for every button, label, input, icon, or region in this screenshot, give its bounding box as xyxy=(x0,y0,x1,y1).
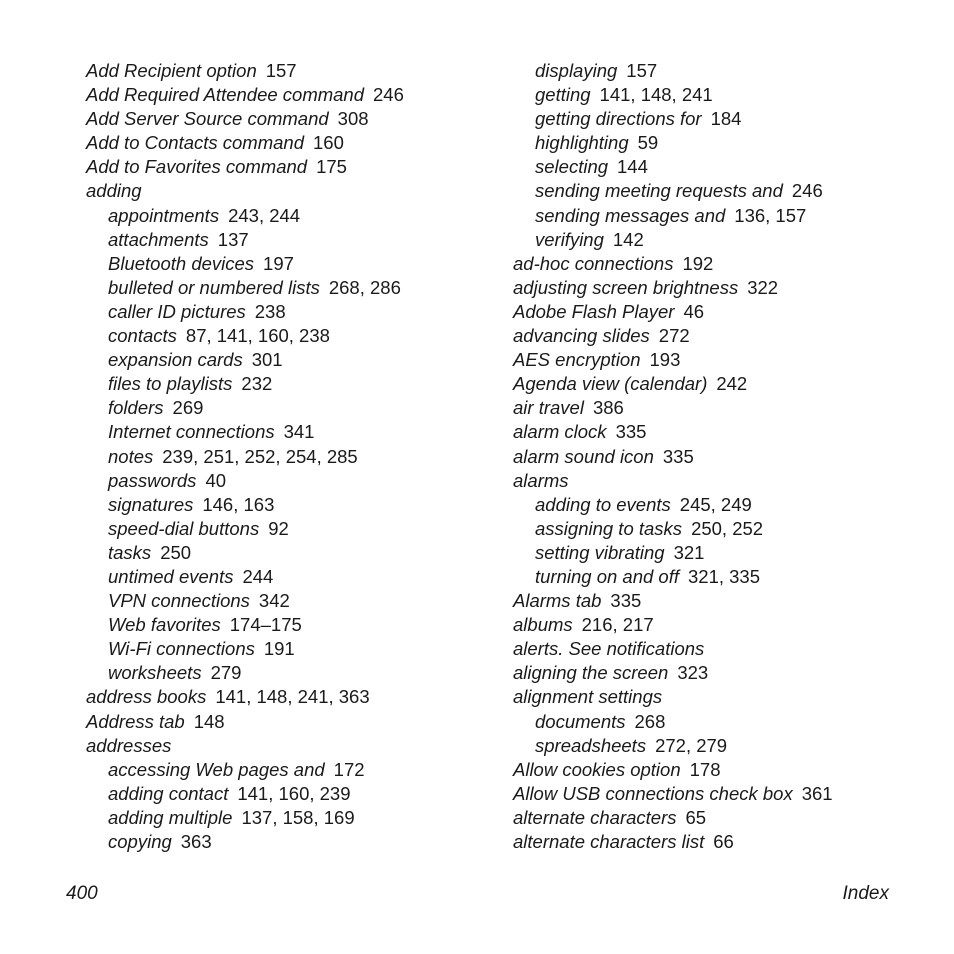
index-term: advancing slides xyxy=(513,325,650,347)
index-page-refs: 157 xyxy=(626,60,658,81)
index-subentry xyxy=(513,83,933,107)
index-term: attachments xyxy=(108,228,209,250)
index-term: ad-hoc connections xyxy=(513,252,674,274)
index-term: folders xyxy=(108,397,164,419)
index-term: assigning to tasks xyxy=(535,517,683,539)
index-term: air travel xyxy=(513,397,584,419)
index-term: untimed events xyxy=(108,565,234,587)
index-page-refs: 172 xyxy=(333,758,365,780)
index-page-refs: 66 xyxy=(713,831,734,852)
index-page-refs: 191 xyxy=(263,638,295,660)
index-term: expansion cards xyxy=(108,349,243,371)
index-term: bulleted or numbered lists xyxy=(108,276,320,298)
index-term: addresses xyxy=(86,734,172,756)
index-page-refs: 321 xyxy=(673,541,705,563)
index-entry xyxy=(513,396,933,420)
page-number: 400 xyxy=(66,883,98,904)
index-term: notes xyxy=(108,445,154,467)
index-entry xyxy=(86,179,496,203)
index-term: Web favorites xyxy=(108,614,221,636)
section-title: Index xyxy=(842,883,889,904)
index-page-refs: 137, 158, 169 xyxy=(241,806,355,828)
index-entry xyxy=(86,685,496,709)
index-page-refs: 65 xyxy=(685,806,707,828)
index-term: sending meeting requests and xyxy=(535,180,783,202)
index-page-refs: 174–175 xyxy=(229,614,302,636)
index-entry xyxy=(513,252,933,276)
index-subentry xyxy=(86,228,496,252)
index-term: alarms xyxy=(513,469,569,491)
index-term: speed-dial buttons xyxy=(108,517,260,539)
index-entry xyxy=(513,758,933,782)
index-term: caller ID pictures xyxy=(108,300,246,322)
index-term: Agenda view (calendar) xyxy=(513,373,708,395)
index-term: alarm sound icon xyxy=(513,445,654,467)
index-column-right xyxy=(513,59,933,854)
index-term: adding xyxy=(86,180,142,202)
index-term: turning on and off xyxy=(535,565,679,587)
index-subentry xyxy=(86,830,496,854)
index-term: address books xyxy=(86,686,207,708)
index-page-refs: 272 xyxy=(658,325,690,347)
index-subentry xyxy=(86,204,496,228)
index-subentry xyxy=(513,179,933,203)
index-subentry xyxy=(86,348,496,372)
index-page-refs: 341 xyxy=(283,421,315,443)
index-term: Add Required Attendee command xyxy=(86,84,365,106)
index-term: Internet connections xyxy=(108,421,275,443)
index-subentry xyxy=(513,107,933,131)
index-page-refs: 141, 160, 239 xyxy=(237,782,351,804)
index-entry xyxy=(513,637,933,661)
index-term: Address tab xyxy=(86,710,185,732)
index-page-refs: 175 xyxy=(316,156,347,178)
index-page-refs: 272, 279 xyxy=(655,734,728,756)
index-page-refs: 40 xyxy=(205,469,227,491)
index-page-refs: 361 xyxy=(801,782,833,804)
index-term: alignment settings xyxy=(513,686,663,708)
index-subentry xyxy=(86,565,496,589)
index-subentry xyxy=(513,541,933,565)
index-page-refs: 136, 157 xyxy=(734,204,807,226)
index-page-refs: 243, 244 xyxy=(228,204,301,226)
index-page-refs: 279 xyxy=(210,662,242,684)
index-entry xyxy=(513,806,933,830)
index-term: adding contact xyxy=(108,782,229,804)
index-subentry xyxy=(86,758,496,782)
index-page-refs: 141, 148, 241, 363 xyxy=(215,686,370,708)
index-term: spreadsheets xyxy=(535,734,647,756)
index-term: highlighting xyxy=(535,132,629,154)
index-term: getting directions for xyxy=(535,108,702,130)
index-term: alternate characters xyxy=(513,806,677,828)
index-entry xyxy=(86,155,496,179)
index-entry xyxy=(513,276,933,300)
index-subentry xyxy=(86,300,496,324)
index-page-refs: 192 xyxy=(682,252,714,274)
index-entry xyxy=(513,300,933,324)
index-subentry xyxy=(86,396,496,420)
index-subentry xyxy=(86,469,496,493)
index-term: Bluetooth devices xyxy=(108,252,255,274)
index-term: setting vibrating xyxy=(535,541,665,563)
index-page-refs: 141, 148, 241 xyxy=(599,84,713,106)
index-term: documents xyxy=(535,710,626,732)
index-term: Adobe Flash Player xyxy=(513,300,675,322)
index-subentry xyxy=(513,204,933,228)
index-subentry xyxy=(513,565,933,589)
index-subentry xyxy=(86,661,496,685)
index-page-refs: 245, 249 xyxy=(679,493,752,515)
index-page-refs: 59 xyxy=(637,132,659,154)
index-page-refs: 335 xyxy=(610,590,642,612)
index-subentry xyxy=(513,517,933,541)
index-term: alarm clock xyxy=(513,421,607,443)
index-entry xyxy=(513,348,933,372)
index-page-refs: 142 xyxy=(612,228,644,250)
index-page-refs: 184 xyxy=(710,108,742,130)
index-page-refs: 46 xyxy=(683,300,705,322)
index-term: VPN connections xyxy=(108,590,250,612)
index-entry xyxy=(513,661,933,685)
index-entry xyxy=(513,324,933,348)
index-term: displaying xyxy=(535,60,618,81)
index-term: adding multiple xyxy=(108,806,233,828)
index-term: files to playlists xyxy=(108,373,233,395)
index-page-refs: 250 xyxy=(160,541,192,563)
index-page-refs: 146, 163 xyxy=(202,493,275,515)
index-page-refs: 238 xyxy=(254,300,286,322)
index-page-refs: 335 xyxy=(662,445,694,467)
index-page-refs: 342 xyxy=(258,590,290,612)
index-term: AES encryption xyxy=(513,349,641,371)
index-term: Alarms tab xyxy=(513,590,602,612)
index-term: verifying xyxy=(535,228,604,250)
index-page-refs: 322 xyxy=(747,276,779,298)
index-subentry xyxy=(86,782,496,806)
index-page-refs: 216, 217 xyxy=(581,614,654,636)
index-page-refs: 363 xyxy=(180,831,212,852)
index-page-refs: 301 xyxy=(251,349,283,371)
index-page-refs: 92 xyxy=(268,517,289,539)
index-page-refs: 321, 335 xyxy=(688,565,761,587)
index-subentry xyxy=(86,324,496,348)
index-subentry xyxy=(513,59,933,83)
index-entry xyxy=(513,445,933,469)
index-term: signatures xyxy=(108,493,194,515)
index-subentry xyxy=(86,252,496,276)
index-subentry xyxy=(513,710,933,734)
index-subentry xyxy=(86,420,496,444)
index-term: albums xyxy=(513,614,573,636)
index-page-refs: 335 xyxy=(615,421,647,443)
index-page-refs: 232 xyxy=(241,373,273,395)
index-entry xyxy=(86,83,496,107)
index-entry xyxy=(513,372,933,396)
index-subentry xyxy=(86,806,496,830)
index-term: Add Server Source command xyxy=(86,108,329,130)
index-subentry xyxy=(86,541,496,565)
index-entry xyxy=(86,107,496,131)
index-page-refs: 157 xyxy=(265,60,297,81)
index-entry xyxy=(513,830,933,854)
index-subentry xyxy=(86,589,496,613)
index-term: getting xyxy=(535,84,591,106)
index-term: Wi-Fi connections xyxy=(108,638,255,660)
index-term: Allow USB connections check box xyxy=(513,782,793,804)
index-page-refs: 160 xyxy=(313,132,344,154)
index-entry xyxy=(513,589,933,613)
index-term: contacts xyxy=(108,325,177,347)
index-page-refs: 144 xyxy=(617,156,648,178)
index-page-refs: 323 xyxy=(677,662,709,684)
index-term: adding to events xyxy=(535,493,671,515)
index-term: Allow cookies option xyxy=(513,758,681,780)
index-page-refs: 246 xyxy=(791,180,823,202)
index-page-refs: 193 xyxy=(649,349,681,371)
index-entry xyxy=(86,131,496,155)
index-term: aligning the screen xyxy=(513,662,669,684)
index-term: worksheets xyxy=(108,662,202,684)
index-subentry xyxy=(513,493,933,517)
index-page-refs: 178 xyxy=(689,758,721,780)
index-subentry xyxy=(86,372,496,396)
index-page-refs: 246 xyxy=(373,84,404,106)
index-term: alternate characters list xyxy=(513,831,705,852)
index-term: Add to Contacts command xyxy=(86,132,304,154)
index-page-refs: 137 xyxy=(217,228,249,250)
index-page-refs: 250, 252 xyxy=(691,517,764,539)
index-entry xyxy=(86,59,496,83)
index-page-refs: 242 xyxy=(716,373,748,395)
index-column-left xyxy=(86,59,496,854)
index-subentry xyxy=(86,493,496,517)
index-subentry xyxy=(86,517,496,541)
index-term: selecting xyxy=(535,156,609,178)
index-term: accessing Web pages and xyxy=(108,758,325,780)
index-entry xyxy=(513,469,933,493)
index-page-refs: 87, 141, 160, 238 xyxy=(185,325,330,347)
index-subentry xyxy=(513,228,933,252)
index-entry xyxy=(513,782,933,806)
index-entry xyxy=(86,734,496,758)
index-page-refs: 239, 251, 252, 254, 285 xyxy=(162,445,358,467)
index-term: Add to Favorites command xyxy=(86,156,308,178)
index-page-refs: 308 xyxy=(337,108,369,130)
index-term: copying xyxy=(108,831,172,852)
index-entry xyxy=(513,613,933,637)
index-page-refs: 244 xyxy=(242,565,274,587)
index-subentry xyxy=(513,155,933,179)
index-page-refs: 268, 286 xyxy=(328,276,401,298)
index-subentry xyxy=(513,734,933,758)
index-term: adjusting screen brightness xyxy=(513,276,739,298)
index-subentry xyxy=(86,637,496,661)
index-entry xyxy=(513,420,933,444)
index-subentry xyxy=(86,276,496,300)
index-subentry xyxy=(86,613,496,637)
index-entry xyxy=(513,685,933,709)
index-entry xyxy=(86,710,496,734)
index-page-refs: 197 xyxy=(263,252,294,274)
index-page-refs: 268 xyxy=(634,710,666,732)
index-term: Add Recipient option xyxy=(86,60,257,81)
index-subentry xyxy=(86,445,496,469)
index-term: passwords xyxy=(108,469,197,491)
index-page-refs: 386 xyxy=(592,397,624,419)
index-term: appointments xyxy=(108,204,220,226)
index-term: sending messages and xyxy=(535,204,726,226)
index-page-refs: 269 xyxy=(172,397,204,419)
index-subentry xyxy=(513,131,933,155)
index-term: tasks xyxy=(108,541,152,563)
index-page-refs: 148 xyxy=(193,710,225,732)
index-term: alerts. See notifications xyxy=(513,638,705,660)
